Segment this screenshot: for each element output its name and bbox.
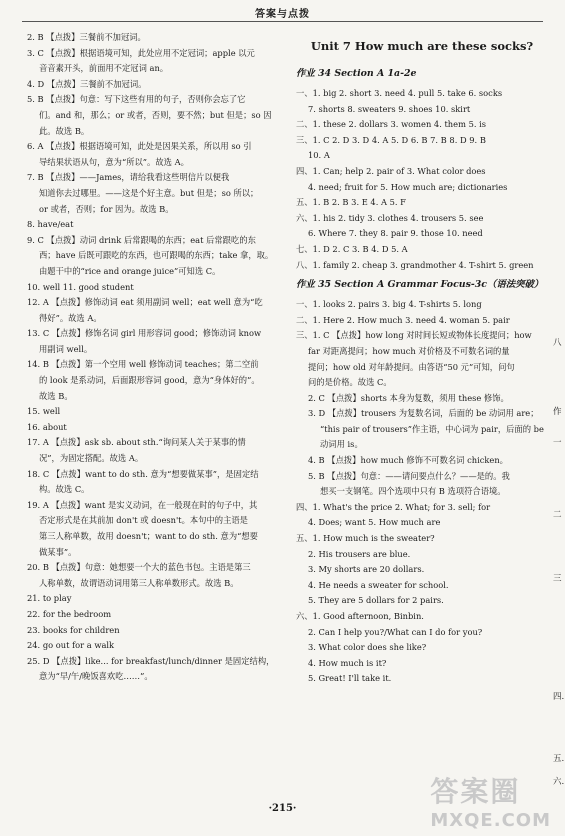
answer-line: 的 look 是系动词，后面跟形容词 good，意为“身体好的”。 (39, 375, 260, 386)
answer-line: 10. A (308, 150, 330, 161)
answer-line: 导结果状语从句，意为“所以”。故选 A。 (39, 156, 189, 167)
answer-line: 四、1. Can; help 2. pair of 3. What color does (296, 165, 486, 176)
margin-mark: 作 (553, 407, 562, 417)
answer-line: 否定形式是在其前加 don't 或 doesn't。本句中的主语是 (39, 515, 248, 526)
answer-line: 由题干中的“rice and orange juice”可知选 C。 (39, 265, 221, 276)
answer-line: 2. B 【点拨】三餐前不加冠词。 (27, 32, 146, 42)
margin-mark: 一 (553, 438, 562, 448)
answer-line: 此。故选 B。 (39, 125, 90, 136)
margin-mark: 三 (553, 574, 562, 584)
answer-line: 25. D 【点拨】like... for breakfast/lunch/dinner 是固定结构， (27, 655, 275, 666)
answer-line: 16. about (27, 421, 67, 432)
page-header (0, 0, 565, 24)
margin-mark: 四. (553, 692, 565, 702)
answer-line: 23. books for children (27, 624, 120, 635)
answer-line: 9. C 【点拨】动词 drink 后常跟喝的东西；eat 后常跟吃的东 (27, 234, 256, 245)
answer-line: 20. B 【点拨】句意：她想要一个大的蓝色书包。主语是第三 (27, 562, 251, 573)
margin-mark: 二 (553, 510, 562, 520)
answer-line: far 对距离提问；how much 对价格及不可数名词的量 (308, 345, 510, 356)
answer-line: 第三人称单数，故用 doesn't；want to do sth. 意为“想要 (39, 531, 258, 541)
answer-line: 17. A 【点拨】ask sb. about sth.“询问某人关于某事的情 (27, 437, 246, 448)
left-column (27, 30, 289, 685)
answer-line: 4. need; fruit for 5. How much are; dictionaries (308, 181, 508, 192)
answer-line: 况”，为固定搭配。故选 A。 (39, 453, 144, 464)
answer-line: 5. B 【点拨】句意：写下这些有用的句子，否则你会忘了它 (27, 94, 246, 105)
margin-mark: 八 (553, 338, 562, 348)
answer-line: 3. What color does she like? (308, 642, 427, 653)
watermark (430, 770, 551, 831)
answer-line: 故选 B。 (39, 390, 73, 401)
section-34-answers (296, 86, 548, 273)
answer-line: 做某事”。 (39, 546, 77, 557)
answer-line: 10. well 11. good student (27, 281, 134, 292)
answer-line: 提问；how old 对年龄提问。由答语“50 元”可知，问句 (308, 361, 515, 372)
page-number: ·215· (268, 803, 297, 814)
answer-line: 4. B 【点拨】how much 修饰不可数名词 chicken。 (308, 455, 508, 466)
answer-line: 构。故选 C。 (39, 484, 90, 495)
answer-line: 21. to play (27, 593, 72, 604)
answer-line: 18. C 【点拨】want to do sth. 意为“想要做某事”，是固定结 (27, 468, 259, 479)
answer-line: 七、1. D 2. C 3. B 4. D 5. A (296, 243, 408, 254)
margin-mark: 五. (553, 754, 565, 764)
answer-line: 八、1. family 2. cheap 3. grandmother 4. T-shirt 5. green (296, 259, 534, 270)
answer-line: 六、1. Good afternoon, Binbin. (296, 611, 424, 621)
answer-line: 3. C 【点拨】根据语境可知，此处应用不定冠词；apple 以元 (27, 47, 255, 58)
answer-line: 4. How much is it? (308, 657, 387, 668)
section-34-title: 作业 34 Section A 1a-2e (296, 68, 417, 79)
answer-line: 7. shorts 8. sweaters 9. shoes 10. skirt (308, 103, 471, 114)
unit-title: Unit 7 How much are these socks? (310, 39, 534, 53)
answer-line: 6. A 【点拨】根据语境可知，此处是因果关系，所以用 so 引 (27, 141, 252, 152)
answer-line: 3. My shorts are 20 dollars. (308, 564, 425, 575)
answer-line: 人称单数，故谓语动词用第三人称单数形式。故选 B。 (39, 577, 239, 588)
answer-line: 音音素开头，前面用不定冠词 an。 (39, 63, 169, 74)
answer-line: 三、1. C 2. D 3. D 4. A 5. D 6. B 7. B 8. D 9. B (296, 134, 486, 145)
answer-line: 二、1. these 2. dollars 3. women 4. them 5. is (296, 119, 487, 130)
answer-line: or 或者，否则；for 因为。故选 B。 (39, 203, 174, 214)
answer-line: 7. B 【点拨】——James，请给我看这些明信片以便我 (27, 172, 230, 183)
answer-line: 知道你去过哪里。——这是个好主意。but 但是；so 所以； (39, 187, 259, 198)
answer-line: 6. Where 7. they 8. pair 9. those 10. need (308, 228, 483, 239)
answer-line: 五、1. B 2. B 3. E 4. A 5. F (296, 197, 406, 208)
answer-line: 意为“早/午/晚饭喜欢吃……”。 (39, 671, 153, 682)
answer-line: 15. well (27, 406, 61, 417)
answer-line: 4. D 【点拨】三餐前不加冠词。 (27, 78, 147, 89)
margin-mark: 六. (553, 777, 565, 787)
answer-line: 一、1. big 2. short 3. need 4. pull 5. take 6. socks (296, 88, 503, 98)
answer-line: 四、1. What's the price 2. What; for 3. sell; for (296, 501, 491, 512)
header-rule (22, 21, 543, 22)
answer-line: 得好”。故选 A。 (39, 312, 102, 323)
answer-line: 想买一支钢笔。四个选项中只有 B 选项符合语境。 (320, 486, 506, 497)
answer-line: 5. They are 5 dollars for 2 pairs. (308, 595, 444, 606)
answer-line: 3. D 【点拨】trousers 为复数名词，后面的 be 动词用 are； (308, 408, 539, 419)
answer-line: 24. go out for a walk (27, 640, 115, 651)
answer-line: 4. Does; want 5. How much are (308, 517, 441, 528)
answer-line: 2. His trousers are blue. (308, 548, 411, 559)
answer-line: 五、1. How much is the sweater? (296, 533, 435, 544)
answer-line: 5. Great! I'll take it. (308, 673, 392, 684)
answer-line: 14. B 【点拨】第一个空用 well 修饰动词 teaches；第二空前 (27, 359, 259, 370)
watermark-logo: 答案圈 (430, 775, 521, 808)
answer-line: 2. C 【点拨】shorts 本身为复数，须用 these 修饰。 (308, 392, 509, 403)
answer-line: 动词用 is。 (320, 439, 363, 450)
header-title: 答案与点拨 (255, 9, 310, 20)
answer-line: 12. A 【点拨】修饰动词 eat 须用副词 well；eat well 意为“吃 (27, 297, 263, 308)
answer-line: 22. for the bedroom (27, 608, 112, 619)
answer-line: 5. B 【点拨】句意：——请问要点什么？——是的。我 (308, 470, 510, 481)
answer-line: 六、1. his 2. tidy 3. clothes 4. trousers 5. see (296, 212, 484, 223)
answer-line: 二、1. Here 2. How much 3. need 4. woman 5. pair (296, 314, 510, 325)
answer-line: 一、1. looks 2. pairs 3. big 4. T-shirts 5. long (296, 299, 482, 310)
answer-line: 问的是价格。故选 C。 (308, 377, 392, 388)
answer-line: “this pair of trousers”作主语，中心词为 pair，后面的 be (320, 423, 544, 434)
answer-line: 用副词 well。 (39, 343, 93, 354)
answer-line: 4. He needs a sweater for school. (308, 579, 449, 590)
answer-line: 西；have 后既可跟吃的东西，也可跟喝的东西；take 拿，取。 (39, 250, 274, 261)
answer-line: 三、1. C 【点拨】how long 对时间长短或物体长度提问；how (296, 330, 532, 341)
right-column (296, 30, 548, 687)
section-35-answers (296, 297, 548, 687)
answer-line: 们。and 和，那么；or 或者，否则，要不然；but 但是；so 因 (39, 109, 272, 120)
answer-line: 19. A 【点拨】want 是实义动词，在一般现在时的句子中，其 (27, 499, 258, 510)
section-35-title: 作业 35 Section A Grammar Focus-3c（语法突破） (296, 279, 544, 291)
answer-line: 13. C 【点拨】修饰名词 girl 用形容词 good；修饰动词 know (27, 328, 262, 339)
answer-line: 2. Can I help you?/What can I do for you? (308, 626, 483, 637)
watermark-url: MXQE.COM (430, 810, 551, 831)
answer-line: 8. have/eat (27, 219, 74, 230)
